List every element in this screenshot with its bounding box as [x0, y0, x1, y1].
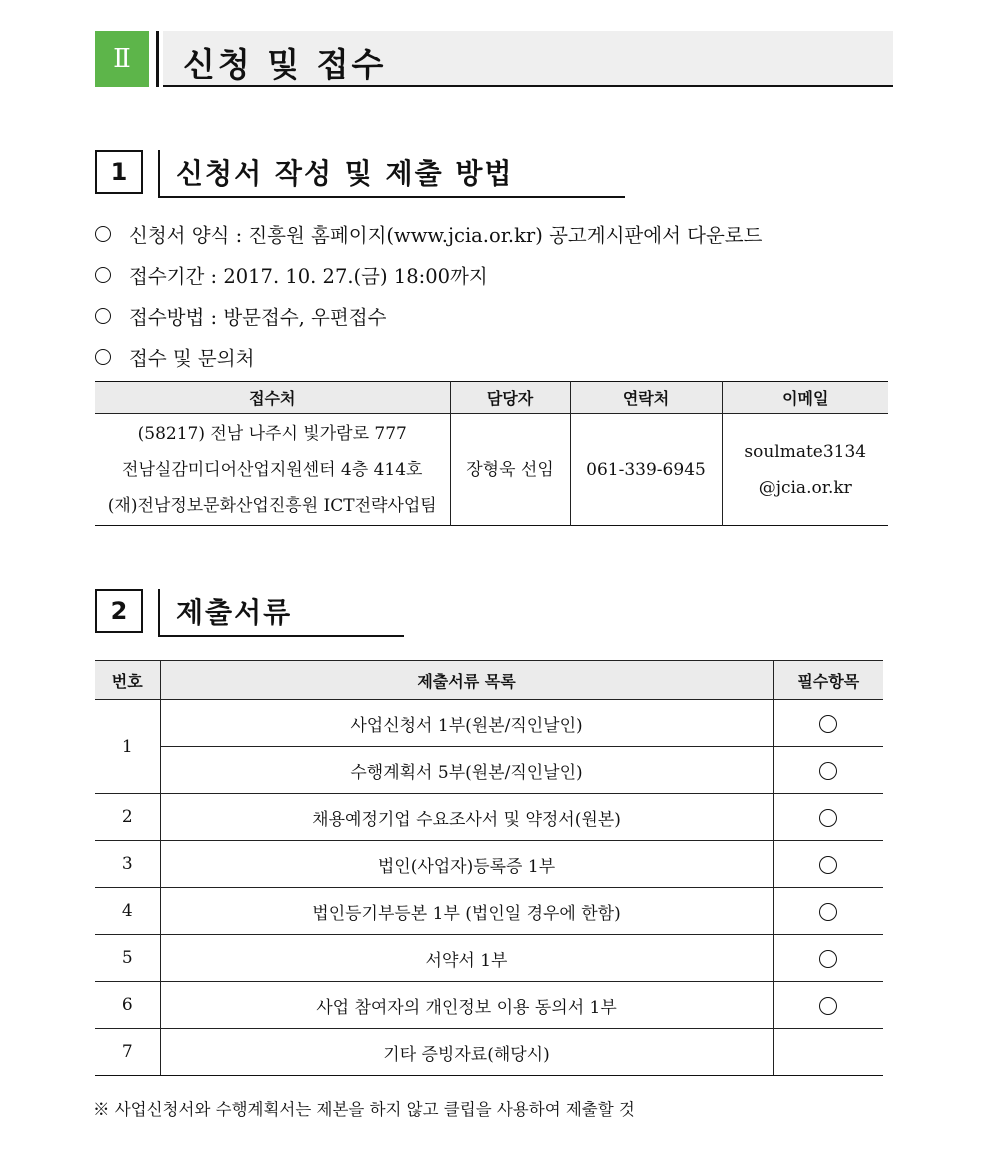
required-cell: [773, 888, 883, 935]
table-row: [95, 841, 883, 888]
document-item: 사업 참여자의 개인정보 이용 동의서 1부: [160, 982, 773, 1029]
list-item: 접수기간 : 2017. 10. 27.(금) 18:00까지: [93, 254, 893, 295]
section-1-number: 1: [95, 150, 143, 194]
table-row: [95, 888, 883, 935]
section-divider: [158, 150, 160, 198]
circle-mark-icon: [819, 950, 837, 968]
contact-email: soulmate3134 @jcia.or.kr: [722, 414, 888, 526]
circle-mark-icon: [819, 715, 837, 733]
document-item: 사업신청서 1부(원본/직인날인): [160, 700, 773, 747]
document-item: 채용예정기업 수요조사서 및 약정서(원본): [160, 794, 773, 841]
circle-bullet-icon: [95, 349, 111, 365]
table-row: [95, 747, 883, 794]
required-cell: [773, 982, 883, 1029]
column-header: 접수처: [249, 389, 296, 408]
section-2-title: 제출서류: [176, 596, 293, 629]
chapter-header: [95, 31, 893, 87]
required-cell: [773, 747, 883, 794]
required-cell: [773, 935, 883, 982]
section-divider: [158, 589, 160, 637]
list-item: 신청서 양식 : 진흥원 홈페이지(www.jcia.or.kr) 공고게시판에서 다운로드: [93, 213, 893, 254]
bullet-list: [93, 213, 893, 377]
circle-mark-icon: [819, 809, 837, 827]
table-row: [95, 414, 888, 526]
document-item: 법인등기부등본 1부 (법인일 경우에 한함): [160, 888, 773, 935]
section-underline: [160, 635, 404, 637]
column-header: 연락처: [570, 382, 722, 414]
column-header: 필수항목: [773, 661, 883, 700]
table-header-row: [95, 382, 888, 414]
circle-mark-icon: [819, 903, 837, 921]
document-item: 법인(사업자)등록증 1부: [160, 841, 773, 888]
column-header: 담당자: [450, 382, 570, 414]
chapter-title: 신청 및 접수: [183, 45, 387, 84]
column-header: 번호: [95, 661, 160, 700]
table-row: [95, 982, 883, 1029]
row-number: 2: [95, 794, 160, 841]
footnote: ※ 사업신청서와 수행계획서는 제본을 하지 않고 클립을 사용하여 제출할 것: [93, 1100, 635, 1119]
circle-mark-icon: [819, 997, 837, 1015]
row-number: 4: [95, 888, 160, 935]
list-item: 접수 및 문의처: [93, 336, 893, 377]
row-number: 5: [95, 935, 160, 982]
contact-table: [95, 381, 888, 526]
document-item: 서약서 1부: [160, 935, 773, 982]
circle-bullet-icon: [95, 267, 111, 283]
circle-mark-icon: [819, 762, 837, 780]
row-number: 1: [95, 700, 160, 794]
contact-phone: 061-339-6945: [570, 414, 722, 526]
row-number: 7: [95, 1029, 160, 1076]
table-row: [95, 700, 883, 747]
circle-bullet-icon: [95, 308, 111, 324]
document-item: 기타 증빙자료(해당시): [160, 1029, 773, 1076]
section-1-title: 신청서 작성 및 제출 방법: [176, 157, 514, 190]
row-number: 6: [95, 982, 160, 1029]
section-underline: [160, 196, 625, 198]
circle-bullet-icon: [95, 226, 111, 242]
contact-manager: 장형욱 선임: [450, 414, 570, 526]
documents-table: [95, 660, 883, 1076]
table-row: [95, 935, 883, 982]
section-2-number: 2: [95, 589, 143, 633]
table-row: [95, 1029, 883, 1076]
table-header-row: [95, 661, 883, 700]
circle-mark-icon: [819, 856, 837, 874]
chapter-number: Ⅱ: [95, 31, 149, 87]
required-cell: [773, 794, 883, 841]
required-cell: [773, 700, 883, 747]
document-item: 수행계획서 5부(원본/직인날인): [160, 747, 773, 794]
required-cell: [773, 1029, 883, 1076]
column-header: 이메일: [722, 382, 888, 414]
contact-address: (58217) 전남 나주시 빛가람로 777 전남실감미디어산업지원센터 4층 414호 (재)전남정보문화산업진흥원 ICT전략사업팀: [107, 423, 437, 516]
row-number: 3: [95, 841, 160, 888]
list-item: 접수방법 : 방문접수, 우편접수: [93, 295, 893, 336]
required-cell: [773, 841, 883, 888]
chapter-divider: [156, 31, 159, 87]
table-row: [95, 794, 883, 841]
column-header: 제출서류 목록: [160, 661, 773, 700]
